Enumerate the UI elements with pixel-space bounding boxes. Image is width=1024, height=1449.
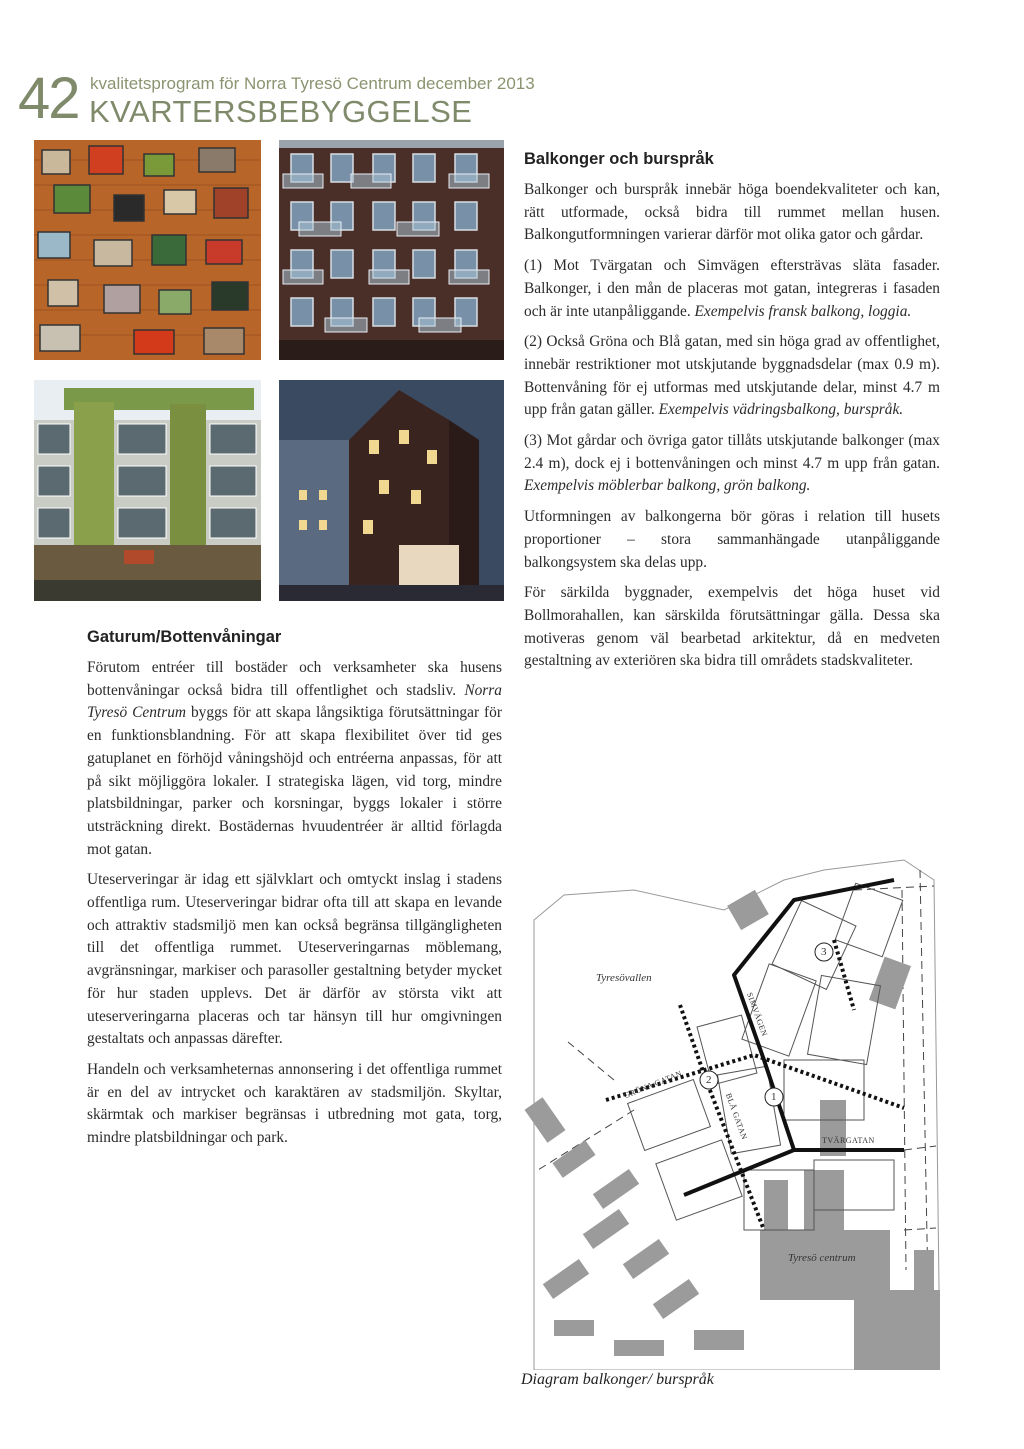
map-marker-2: 2 — [706, 1074, 712, 1086]
paragraph-balkonger-intro: Balkonger och burspråk innebär höga boendekvaliteter och kan, rätt utformade, också bidra till rummet mellan husen. Balkongutformningen varierar därför mot olika gator och gårdar. — [524, 181, 940, 244]
photo-brick-glass-balconies — [279, 140, 504, 360]
document-subtitle: kvalitetsprogram för Norra Tyresö Centrum december 2013 — [90, 74, 535, 93]
map-marker-1: 1 — [771, 1091, 777, 1103]
paragraph-sarskilda: För särkilda byggnader, exempelvis det höga huset vid Bollmorahallen, kan särskilda förutsättningar gälla. Dessa ska motiveras genom väl bearbetad arkitektur, då en medveten gestaltning av exteriören ska bidra till områdets stadskvaliteter. — [524, 584, 940, 670]
paragraph-rule-1: (1) Mot Tvärgatan och Simvägen eftersträvas släta fasader. Balkonger, i den mån de placeras mot gatan, integreras i fasaden och är inte utanpåliggande. Exempelvis fransk balkong, loggia. — [524, 257, 940, 320]
balcony-diagram-map — [524, 850, 940, 1370]
map-label-tyreso-centrum: Tyresö centrum — [788, 1252, 856, 1264]
page-number: 42 — [18, 66, 79, 131]
photo-green-facade-street — [34, 380, 261, 601]
map-label-bla-gatan: BLÅ GATAN — [723, 1091, 750, 1142]
map-label-simvagen: SIMVÄGEN — [744, 991, 770, 1038]
heading-balkonger: Balkonger och burspråk — [524, 150, 714, 168]
paragraph-bottenvaningar: Förutom entréer till bostäder och verksamheter ska husens bottenvåningar också bidra till offentlighet och stadsliv. Norra Tyresö Centrum byggs för att skapa långsiktiga förutsättningar för en funktionsblandning. För att skapa flexibilitet över tid ges gatuplanet en förhöjd våningshöjd och entréerna anpassas, för att på sikt möjliggöra lokaler. I strategiska lägen, vid torg, mindre platsbildningar, parker och korsningar, byggs lokaler i större utsträckning direkt. Bostädernas hvuudentréer är alltid förlagda mot gatan. — [87, 659, 502, 858]
left-text-column — [87, 628, 502, 1158]
heading-gaturum: Gaturum/Bottenvåningar — [87, 628, 282, 646]
section-title: KVARTERSBEBYGGELSE — [89, 94, 473, 129]
paragraph-rule-3: (3) Mot gårdar och övriga gator tillåts utskjutande balkonger (max 2.4 m), dock ej i bottenvåningen och minst 4.7 m upp från gatan. Exempelvis möblerbar balkong, grön balkong. — [524, 432, 940, 495]
map-label-grona-gatan: GRÖNA GATAN — [622, 1068, 684, 1101]
map-marker-3: 3 — [821, 946, 827, 958]
paragraph-rule-2: (2) Också Gröna och Blå gatan, med sin höga grad av offentlighet, innebär restriktioner mot utskjutande byggnadsdelar (max 0.9 m). Bottenvåning för ej utformas med utskjutande delar, minst 4.7 m upp från gatan gäller. Exempelvis vädringsbalkong, burspråk. — [524, 333, 940, 419]
paragraph-proportioner: Utformningen av balkongerna bör göras i relation till husets proportioner – stora sammanhängade utanpåliggande balkongsystem ska delas upp. — [524, 508, 940, 571]
photo-wooden-balconies — [34, 140, 261, 360]
right-text-column — [524, 150, 940, 681]
diagram-caption: Diagram balkonger/ burspråk — [521, 1371, 714, 1388]
map-label-tvargatan: TVÄRGATAN — [822, 1136, 875, 1145]
paragraph-uteserveringar: Uteserveringar är idag ett självklart och omtyckt inslag i stadens offentliga rum. Uteserveringar bidrar ofta till att skapa en levande och attraktiv stadsmiljö men kan också begränsa tillgängligheten till det offentliga rummet. Uteserveringarnas möblemang, avgränsningar, markiser och parasoller gestaltning betyder mycket för hur staden upplevs. Det är därför av största vikt att uteserveringarna placeras och tar hänsyn till hur omgivningen gestaltats och anpassas därefter. — [87, 871, 502, 1048]
map-label-tyresovallen: Tyresövallen — [596, 972, 652, 984]
photo-brick-building-dusk — [279, 380, 504, 601]
paragraph-annonsering: Handeln och verksamheternas annonsering i det offentliga rummet är en del av intrycket och karaktären av stadsmiljön. Skyltar, skärmtak och markiser begränsas i utbredning mot gata, torg, mindre platsbildningar och park. — [87, 1060, 502, 1147]
